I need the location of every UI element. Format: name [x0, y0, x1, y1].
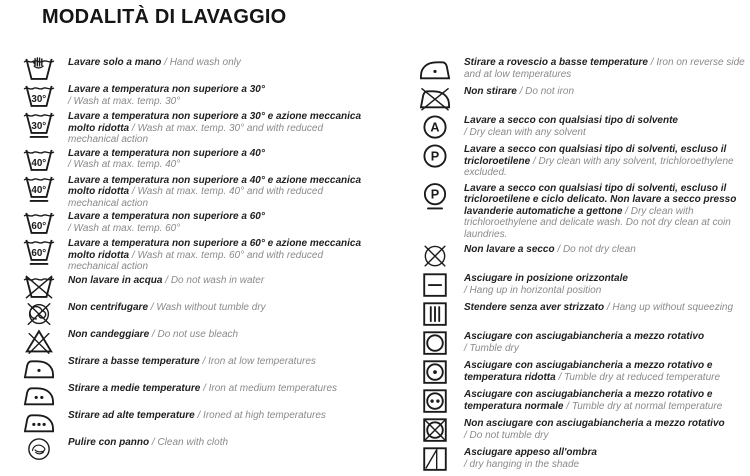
legend-row	[418, 244, 750, 269]
svg-text:40°: 40°	[31, 184, 47, 196]
label-english: / Do not use bleach	[151, 328, 239, 340]
legend-row	[418, 273, 750, 298]
row-description	[464, 360, 750, 383]
tumble-dry-low-icon	[418, 358, 452, 388]
legend-row	[418, 447, 750, 472]
label-english: / Wash at max. temp. 30°	[68, 95, 181, 107]
row-description	[464, 302, 750, 314]
row-description	[68, 57, 372, 69]
label-english: / Iron at low temperatures	[202, 355, 316, 367]
row-description	[68, 410, 372, 422]
tumble-dry-normal-icon	[418, 387, 452, 417]
row-description	[68, 84, 372, 107]
row-description	[464, 418, 750, 441]
label-english: / Wash at max. temp. 60° and with reduced mechanical action	[68, 249, 324, 272]
row-description	[68, 356, 372, 368]
legend-row	[22, 275, 372, 300]
label-italian: Lavare a temperatura non superiore a 60°	[68, 211, 265, 222]
label-italian: Asciugare con asciugabiancheria a mezzo rotativo e temperatura normale	[464, 389, 713, 412]
label-english: / Hand wash only	[164, 57, 241, 68]
iron-medium-icon	[22, 381, 56, 411]
no-dryclean-icon	[418, 242, 452, 272]
label-english: / Wash at max. temp. 40°	[68, 159, 181, 170]
label-english: / Do not dry clean	[557, 244, 636, 255]
legend-row	[418, 331, 750, 356]
legend-row	[22, 175, 372, 210]
row-description	[68, 111, 372, 146]
label-italian: Non stirare	[464, 86, 517, 97]
legend-row	[22, 410, 372, 435]
legend-row	[22, 302, 372, 327]
legend-row	[418, 183, 750, 241]
label-english: / Do not iron	[519, 86, 575, 97]
row-description	[464, 144, 750, 179]
dryclean-p-icon	[418, 142, 452, 172]
row-description	[68, 238, 372, 273]
dryclean-a-icon	[418, 113, 452, 143]
label-english: / Hang up in horizontal position	[464, 284, 602, 296]
label-italian: Lavare a secco con qualsiasi tipo di solventi, escluso il tricloroetilene e ciclo delicato. Non lavare a secco presso lavanderie automatiche a gettone	[464, 182, 737, 217]
label-italian: Non candeggiare	[68, 328, 150, 340]
dryclean-p-delicate-icon	[418, 181, 452, 211]
svg-text:60°: 60°	[31, 221, 47, 233]
wash-30-reduced-icon	[22, 109, 56, 139]
hand-wash-icon	[22, 55, 56, 85]
row-description	[68, 148, 372, 171]
label-english: / Iron on reverse side and at low temperatures	[464, 57, 745, 80]
svg-text:30°: 30°	[31, 121, 47, 133]
label-english: / Do not tumble dry	[464, 429, 549, 441]
label-english: / dry hanging in the shade	[464, 458, 580, 470]
label-english: / Do not wash in water	[165, 274, 265, 286]
row-description	[68, 437, 372, 449]
label-english: / Ironed at high temperatures	[197, 409, 326, 421]
label-english: / Tumble dry at normal temperature	[566, 400, 723, 412]
no-wash-icon	[22, 273, 56, 303]
row-description	[464, 57, 750, 80]
label-italian: Stirare a medie temperature	[68, 382, 201, 394]
row-description	[464, 389, 750, 412]
clean-cloth-icon	[22, 435, 56, 465]
legend-row	[418, 360, 750, 385]
label-english: / Wash at max. temp. 30° and with reduced mechanical action	[68, 122, 324, 145]
svg-text:A: A	[430, 120, 440, 135]
legend-row	[418, 418, 750, 443]
wash-30-icon	[22, 82, 56, 112]
no-tumble-dry-icon	[418, 416, 452, 446]
svg-text:40°: 40°	[31, 157, 47, 169]
label-italian: Lavare a temperatura non superiore a 40°	[68, 147, 265, 159]
label-english: / Tumble dry at reduced temperature	[558, 371, 721, 383]
legend-row	[418, 144, 750, 179]
label-italian: Lavare a temperatura non superiore a 30°	[68, 84, 265, 95]
label-english: / Dry clean with any solvent, trichloroethylene excluded.	[464, 155, 734, 178]
label-italian: Asciugare appeso all'ombra	[464, 447, 597, 458]
legend-column-left	[22, 57, 372, 464]
row-description	[68, 302, 372, 314]
page-title: MODALITÀ DI LAVAGGIO	[42, 6, 287, 28]
label-italian: Stirare ad alte temperature	[68, 409, 195, 421]
row-description	[464, 273, 750, 296]
label-italian: Lavare a secco con qualsiasi tipo di solventi, escluso il tricloroetilene	[464, 144, 727, 167]
label-english: / Wash at max. temp. 40° and with reduced mechanical action	[68, 186, 324, 209]
legend-row	[418, 86, 750, 111]
legend-row	[418, 115, 750, 140]
legend-row	[22, 437, 372, 462]
row-description	[68, 383, 372, 395]
legend-row	[22, 84, 372, 109]
legend-row	[22, 57, 372, 82]
svg-text:P: P	[430, 186, 440, 201]
dry-in-shade-icon	[418, 445, 452, 475]
legend-row	[22, 329, 372, 354]
legend-row	[22, 148, 372, 173]
row-description	[464, 331, 750, 354]
tumble-dry-icon	[418, 329, 452, 359]
label-english: / Wash at max. temp. 60°	[68, 222, 181, 234]
label-italian: Non lavare in acqua	[68, 274, 163, 286]
row-description	[68, 175, 372, 210]
legend-row	[418, 57, 750, 82]
legend-row	[418, 302, 750, 327]
iron-high-icon	[22, 408, 56, 438]
no-iron-icon	[418, 84, 452, 114]
wash-60-reduced-icon	[22, 236, 56, 266]
row-description	[464, 115, 750, 138]
row-description	[464, 244, 750, 256]
row-description	[68, 329, 372, 341]
row-description	[68, 275, 372, 287]
legend-row	[22, 383, 372, 408]
label-english: / Dry clean with trichloroethylene and delicate wash. Do not dry clean at coin laundries.	[464, 205, 731, 240]
label-italian: Lavare solo a mano	[68, 57, 162, 68]
iron-low-icon	[22, 354, 56, 384]
label-italian: Stendere senza aver strizzato	[464, 302, 605, 313]
legend-row	[418, 389, 750, 414]
label-italian: Non centrifugare	[68, 301, 149, 313]
label-italian: Lavare a temperatura non superiore a 40° e azione meccanica molto ridotta	[68, 174, 362, 197]
svg-text:P: P	[430, 149, 440, 164]
label-italian: Lavare a temperatura non superiore a 60° e azione meccanica molto ridotta	[68, 238, 362, 261]
legend-row	[22, 111, 372, 146]
label-italian: Asciugare con asciugabiancheria a mezzo rotativo	[464, 331, 705, 342]
label-english: / Wash without tumble dry	[150, 301, 266, 313]
no-spin-icon	[22, 300, 56, 330]
legend-row	[22, 211, 372, 236]
row-description	[464, 86, 750, 98]
legend-row	[22, 238, 372, 273]
label-english: / Tumble dry	[464, 342, 519, 354]
wash-60-icon	[22, 209, 56, 239]
wash-40-reduced-icon	[22, 173, 56, 203]
label-italian: Pulire con panno	[68, 436, 150, 448]
label-italian: Lavare a temperatura non superiore a 30° e azione meccanica molto ridotta	[68, 111, 362, 134]
label-english: / Hang up without squeezing	[606, 302, 734, 313]
label-italian: Non lavare a secco	[464, 244, 555, 255]
label-italian: Stirare a basse temperature	[68, 355, 200, 367]
iron-reverse-icon	[418, 55, 452, 85]
row-description	[464, 183, 750, 241]
legend-row	[22, 356, 372, 381]
label-english: / Dry clean with any solvent	[464, 126, 586, 138]
wash-40-icon	[22, 146, 56, 176]
label-italian: Lavare a secco con qualsiasi tipo di solvente	[464, 115, 678, 126]
svg-text:30°: 30°	[31, 94, 47, 106]
label-italian: Asciugare con asciugabiancheria a mezzo rotativo e temperatura ridotta	[464, 360, 713, 383]
label-english: / Iron at medium temperatures	[203, 382, 338, 394]
no-bleach-icon	[22, 327, 56, 357]
row-description	[68, 211, 372, 234]
label-italian: Asciugare in posizione orizzontale	[464, 273, 628, 284]
label-italian: Stirare a rovescio a basse temperature	[464, 57, 648, 68]
dry-flat-icon	[418, 271, 452, 301]
label-italian: Non asciugare con asciugabiancheria a mezzo rotativo	[464, 418, 725, 429]
svg-text:60°: 60°	[31, 248, 47, 260]
row-description	[464, 447, 750, 470]
legend-column-right	[418, 57, 750, 476]
label-english: / Clean with cloth	[151, 436, 229, 448]
drip-dry-icon	[418, 300, 452, 330]
